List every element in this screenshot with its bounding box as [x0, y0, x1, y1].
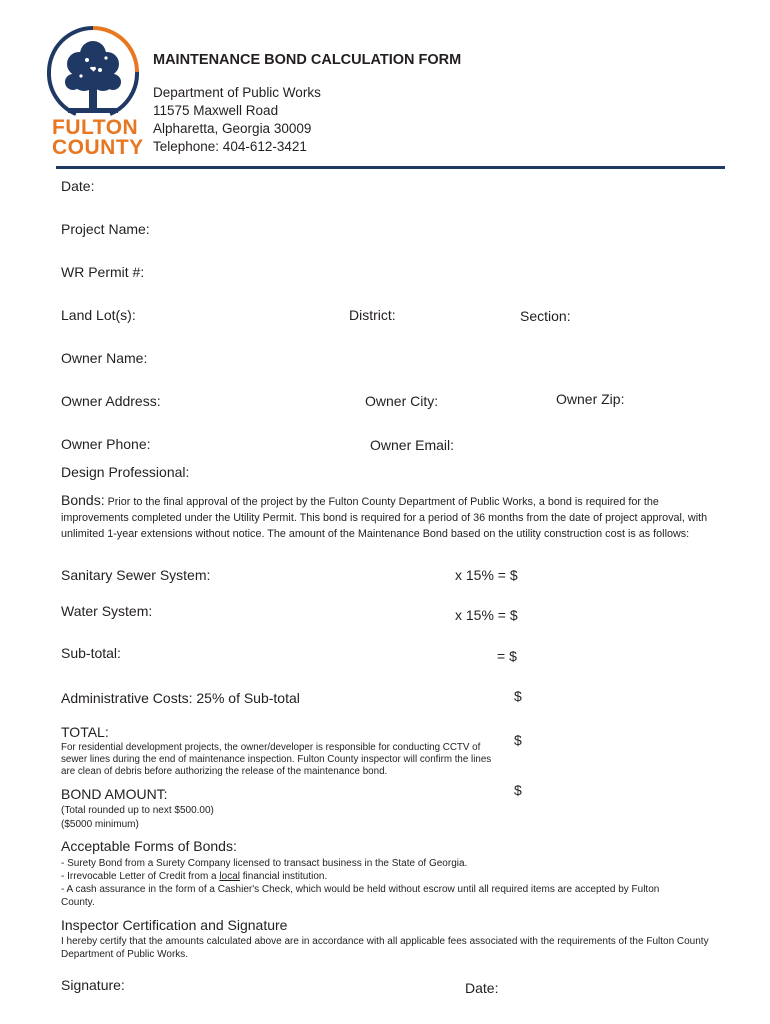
bond-amount-field[interactable]: $	[514, 782, 522, 798]
land-lots-field[interactable]: Land Lot(s):	[61, 307, 136, 323]
owner-address-field[interactable]: Owner Address:	[61, 393, 161, 409]
total-note: For residential development projects, the owner/developer is responsible for conducting CCTV of sewer lines during the end of maintenance inspection. Fulton County inspector will confirm the lines are clean of debris before authorizing the release of the maintenance bond.	[61, 742, 492, 777]
total-amount-field[interactable]: $	[514, 732, 522, 748]
dept-street: 11575 Maxwell Road	[153, 103, 279, 118]
owner-name-field[interactable]: Owner Name:	[61, 350, 148, 366]
logo-fulton: FULTON	[52, 116, 139, 139]
bonds-paragraph	[61, 492, 726, 542]
subtotal-label: Sub-total:	[61, 645, 121, 661]
signature-field[interactable]: Signature:	[61, 977, 125, 993]
bonds-heading: Bonds:	[61, 492, 105, 508]
section-field[interactable]: Section:	[520, 308, 571, 324]
sewer-amount-field[interactable]: x 15% = $	[455, 567, 518, 583]
owner-zip-field[interactable]: Owner Zip:	[556, 391, 625, 407]
sewer-label: Sanitary Sewer System:	[61, 567, 211, 583]
owner-city-field[interactable]: Owner City:	[365, 393, 439, 409]
dept-phone: Telephone: 404-612-3421	[153, 139, 307, 154]
bond-note-rounding: (Total rounded up to next $500.00)	[61, 805, 214, 816]
district-field[interactable]: District:	[349, 307, 396, 323]
water-amount-field[interactable]: x 15% = $	[455, 607, 518, 623]
total-label: TOTAL:	[61, 724, 109, 740]
admin-costs-label: Administrative Costs: 25% of Sub-total	[61, 690, 300, 706]
header-divider	[56, 166, 725, 169]
project-name-field[interactable]: Project Name:	[61, 221, 150, 237]
dept-city: Alpharetta, Georgia 30009	[153, 121, 312, 136]
date-field[interactable]: Date:	[61, 178, 95, 194]
bonds-text: Prior to the final approval of the project by the Fulton County Department of Public Works, a bond is required for the improvements completed under the Utility Permit. This bond is required for a period of 36 months from the date of project approval, with unlimited 1-year extensions without notice. The amount of the Maintenance Bond based on the utility construction cost is as follows:	[61, 496, 708, 540]
dept-name: Department of Public Works	[153, 85, 321, 100]
acceptable-cash-assurance: - A cash assurance in the form of a Cashier's Check, which would be held without escrow until all required items are accepted by Fulton County.	[61, 884, 660, 908]
owner-email-field[interactable]: Owner Email:	[370, 437, 455, 453]
inspector-certification-text: I hereby certify that the amounts calculated above are in accordance with all applicable fees associated with the requirements of the Fulton County Department of Public Works.	[61, 936, 709, 960]
acceptable-letter-of-credit: - Irrevocable Letter of Credit from a local financial institution.	[61, 871, 328, 882]
form-title: MAINTENANCE BOND CALCULATION FORM	[153, 52, 462, 68]
water-label: Water System:	[61, 603, 153, 619]
subtotal-amount-field[interactable]: = $	[497, 648, 517, 664]
signature-date-field[interactable]: Date:	[465, 980, 499, 996]
wr-permit-field[interactable]: WR Permit #:	[61, 264, 145, 280]
tree-seal-icon	[46, 24, 140, 124]
acceptable-surety-bond: - Surety Bond from a Surety Company licensed to transact business in the State of Georgia.	[61, 858, 468, 869]
logo-county: COUNTY	[52, 136, 144, 159]
bond-amount-label: BOND AMOUNT:	[61, 786, 168, 802]
design-professional-field[interactable]: Design Professional:	[61, 464, 190, 480]
inspector-heading: Inspector Certification and Signature	[61, 917, 288, 933]
bond-note-minimum: ($5000 minimum)	[61, 819, 139, 830]
acceptable-forms-heading: Acceptable Forms of Bonds:	[61, 838, 237, 854]
admin-costs-amount-field[interactable]: $	[514, 688, 522, 704]
fulton-county-logo	[44, 24, 144, 159]
owner-phone-field[interactable]: Owner Phone:	[61, 436, 151, 452]
